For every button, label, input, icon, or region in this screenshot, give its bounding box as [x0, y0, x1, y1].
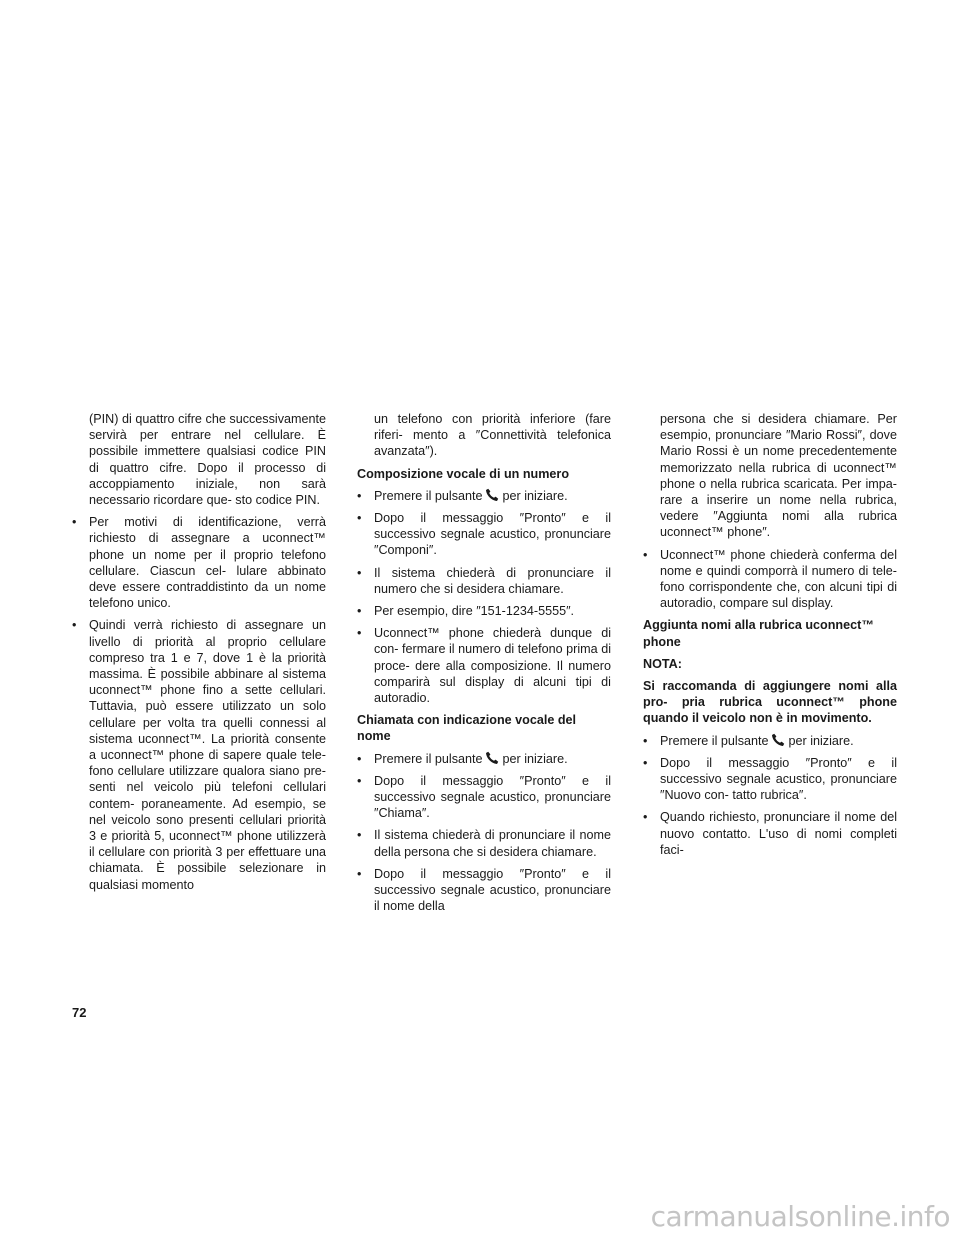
continuation-paragraph: un telefono con priorità inferiore (fare riferi- mento a ″Connettività telefonica avanzata″).: [374, 412, 611, 459]
bullet-icon: •: [643, 755, 648, 770]
list-item: [643, 733, 897, 749]
list-item-text: Premere il pulsante: [374, 488, 483, 503]
bullet-icon: •: [357, 626, 362, 641]
list-item-text: per iniziare.: [502, 488, 568, 503]
bullet-icon: •: [357, 565, 362, 580]
section-heading-voice-name-call: Chiamata con indicazione vocale del nome: [357, 713, 577, 744]
phone-handset-icon: [485, 751, 501, 765]
bullet-icon: •: [357, 488, 362, 503]
list-item-text: Premere il pulsante: [660, 733, 769, 748]
continuation-paragraph: persona che si desidera chiamare. Per esempio, pronunciare ″Mario Rossi″, dove Mario Rossi è un nome precedentemente memorizzato nella rubrica di uconnect™ phone o nella rubrica scaricata. Per impa- rare a inserire un nome nella rubrica, vedere ″Aggiunta nomi alla rubrica uconnect™ phone″.: [660, 412, 897, 540]
bullet-icon: •: [72, 618, 77, 633]
list-item-text: per iniziare.: [788, 733, 854, 748]
list-item-text: Dopo il messaggio ″Pronto″ e il successivo segnale acustico, pronunciare il nome della: [374, 866, 611, 914]
list-item-text: Quando richiesto, pronunciare il nome del nuovo contatto. L'uso di nomi completi faci-: [660, 810, 897, 857]
phone-handset-icon: [485, 488, 501, 502]
note-text: Si raccomanda di aggiungere nomi alla pro- pria rubrica uconnect™ phone quando il veicolo non è in movimento.: [643, 679, 897, 726]
phone-handset-icon: [771, 733, 787, 747]
list-item: [357, 565, 611, 597]
list-item: [357, 773, 611, 822]
list-item-text: Dopo il messaggio ″Pronto″ e il successivo segnale acustico, pronunciare ″Nuovo con- tatto rubrica″.: [660, 755, 897, 803]
list-item: [357, 603, 611, 619]
list-item-text: Il sistema chiederà di pronunciare il nome della persona che si desidera chiamare.: [374, 828, 611, 859]
list-item: [643, 809, 897, 858]
bullet-icon: •: [357, 604, 362, 619]
list-item-text: Uconnect™ phone chiederà conferma del nome e quindi comporrà il numero di tele- fono corrispondente che, con alcuni tipi di autoradio, compare sul display.: [660, 547, 897, 611]
list-item: [72, 617, 326, 892]
list-item: [357, 510, 611, 559]
list-item: [357, 751, 611, 767]
list-item: [643, 755, 897, 804]
list-item-text: Premere il pulsante: [374, 751, 483, 766]
list-item: [357, 827, 611, 859]
section-heading-voice-dial: Composizione vocale di un numero: [357, 466, 570, 481]
list-item: [72, 514, 326, 611]
list-item-text: Uconnect™ phone chiederà dunque di con- fermare il numero di telefono prima di proce- dere alla composizione. Il numero comparirà sul display di alcuni tipi di autoradio.: [374, 626, 611, 706]
column-2: [357, 411, 611, 920]
list-item-text: Dopo il messaggio ″Pronto″ e il successivo segnale acustico, pronunciare ″Componi″.: [374, 511, 611, 558]
list-item-text: Quindi verrà richiesto di assegnare un livello di priorità al proprio cellulare compreso tra 1 e 7, dove 1 è la priorità massima. È possibile abbinare al sistema uconnect™ phone fino a sette cellulari. Tuttavia, può essere utilizzato un solo cellulare per volta tra quelli connessi al sistema uconnect™. La priorità consente a uconnect™ phone di sapere quale tele- fono cellulare utilizzare qualora siano pre- senti nel veicolo più telefoni cellulari contem- poraneamente. Ad esempio, se nel veicolo sono presenti cellulari priorità 3 e priorità 5, uconnect™ phone utilizzerà il cellulare con priorità 3 per effettuare una chiamata. È possibile selezionare in qualsiasi momento: [89, 618, 326, 892]
bullet-icon: •: [357, 828, 362, 843]
bullet-icon: •: [357, 751, 362, 766]
bullet-icon: •: [357, 866, 362, 881]
bullet-icon: •: [643, 547, 648, 562]
watermark: carmanualsonline.info: [650, 1200, 950, 1233]
list-item: [357, 625, 611, 706]
list-item: [357, 488, 611, 504]
bullet-icon: •: [357, 773, 362, 788]
intro-paragraph: (PIN) di quattro cifre che successivamente servirà per entrare nel cellulare. È possibile immettere qualsiasi codice PIN di quattro cifre. Dopo il processo di accoppiamento iniziale, non sarà necessario ricordare que- sto codice PIN.: [89, 412, 326, 508]
list-item-text: Per esempio, dire ″151-1234-5555″.: [374, 604, 575, 619]
note-label: NOTA:: [643, 656, 682, 671]
list-item: [643, 547, 897, 612]
column-1: [72, 411, 326, 899]
section-heading-add-names: Aggiunta nomi alla rubrica uconnect™ phone: [643, 618, 874, 649]
bullet-icon: •: [357, 511, 362, 526]
list-item-text: Dopo il messaggio ″Pronto″ e il successivo segnale acustico, pronunciare ″Chiama″.: [374, 773, 611, 821]
column-3: [643, 411, 897, 864]
list-item: [357, 866, 611, 915]
list-item-text: per iniziare.: [502, 751, 568, 766]
list-item-text: Il sistema chiederà di pronunciare il numero che si desidera chiamare.: [374, 565, 611, 596]
bullet-icon: •: [643, 810, 648, 825]
bullet-icon: •: [643, 733, 648, 748]
bullet-icon: •: [72, 515, 77, 530]
list-item-text: Per motivi di identificazione, verrà richiesto di assegnare a uconnect™ phone un nome per il proprio telefono cellulare. Ciascun cel- lulare abbinato deve essere contraddistinto da un nome telefono unico.: [89, 515, 326, 611]
page-number: 72: [72, 1005, 87, 1020]
